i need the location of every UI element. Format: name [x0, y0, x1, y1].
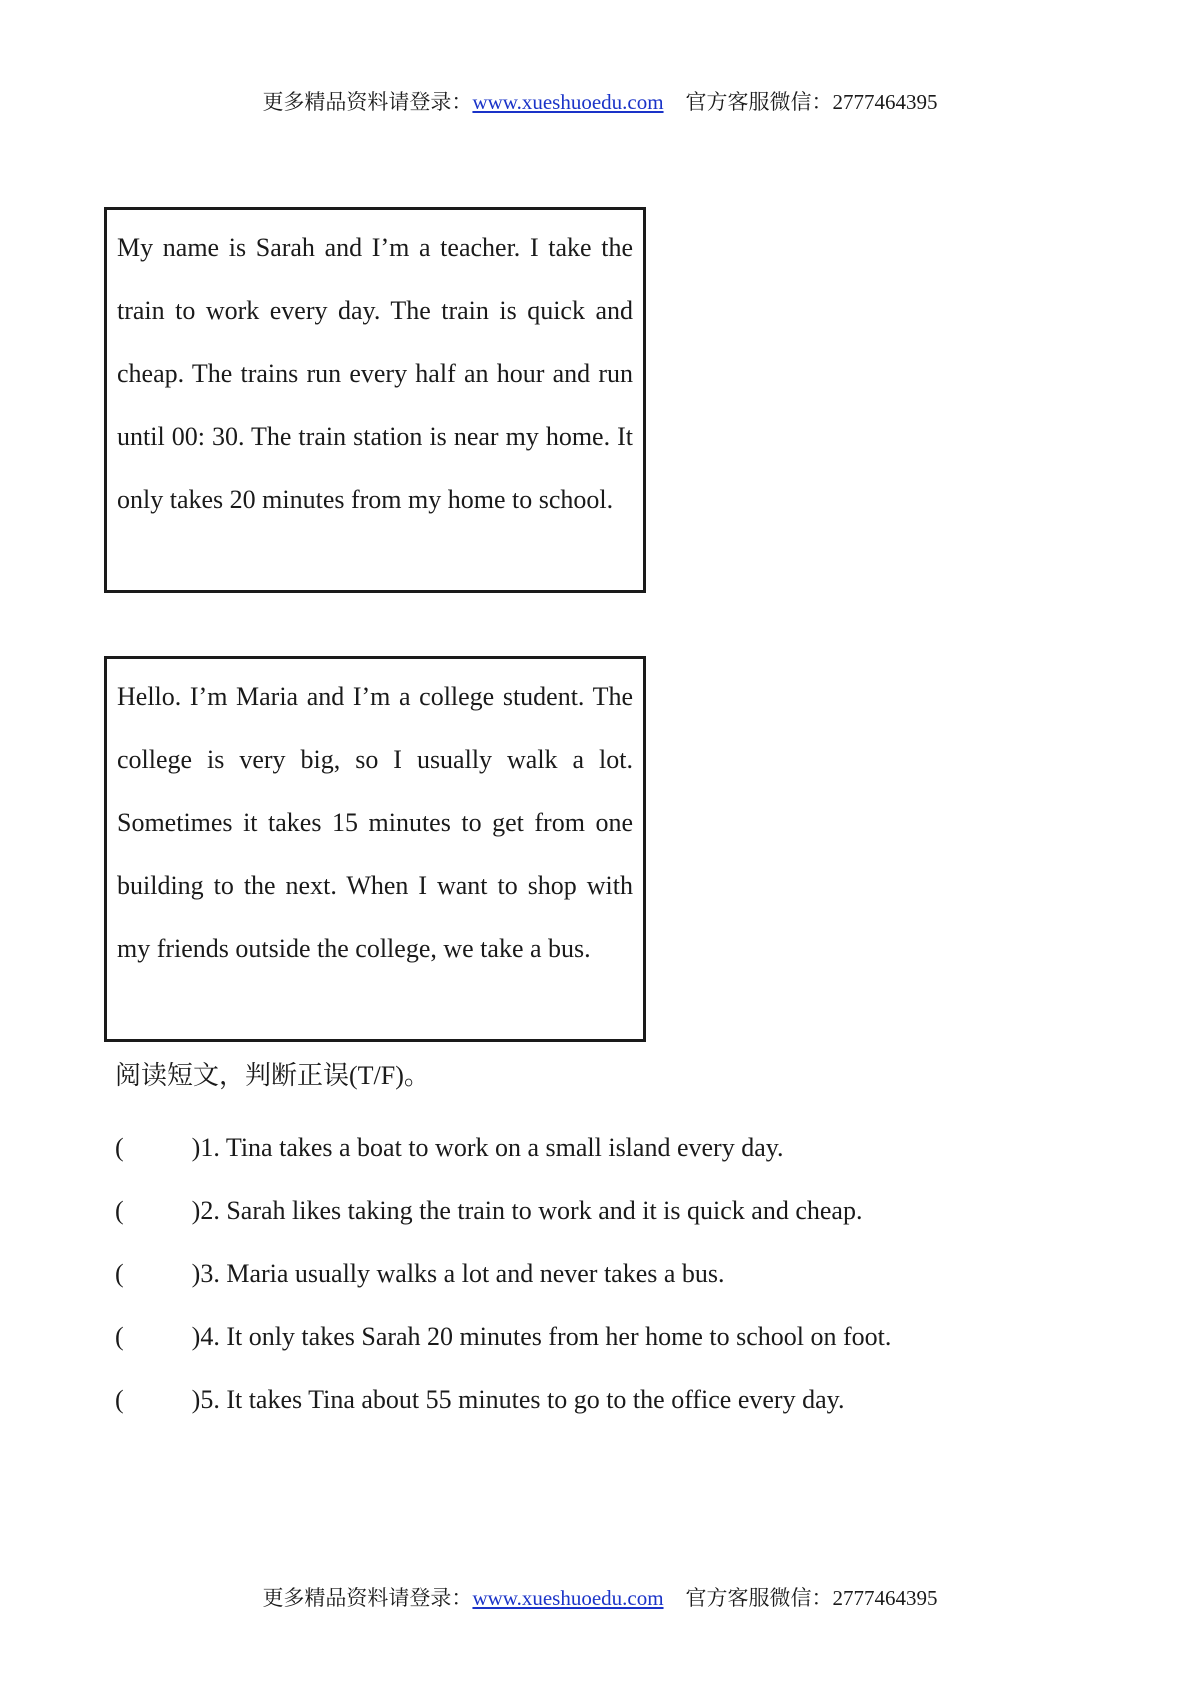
- passage-text: Hello. I’m Maria and I’m a college student. The college is very big, so I usually walk a lot. Sometimes it takes 15 minutes to get from one building to the next. When I want to shop with my friends outside the college, we take a bus.: [117, 682, 633, 963]
- passage-box-maria: [104, 656, 646, 1042]
- answer-paren-open: (: [115, 1259, 124, 1288]
- passage-text: My name is Sarah and I’m a teacher. I take the train to work every day. The train is quick and cheap. The trains run every half an hour and run until 00: 30. The train station is near my home. It only takes 20 minutes from my home to school.: [117, 233, 633, 514]
- question-text: )1. Tina takes a boat to work on a small island every day.: [191, 1133, 784, 1162]
- header-prefix: 更多精品资料请登录：: [262, 90, 473, 114]
- question-item: [115, 1242, 1115, 1305]
- answer-paren-open: (: [115, 1322, 124, 1351]
- header-service-contact: 官方客服微信：2777464395: [685, 90, 938, 114]
- question-text: )3. Maria usually walks a lot and never takes a bus.: [191, 1259, 725, 1288]
- header-website-link[interactable]: www.xueshuoedu.com: [472, 90, 664, 114]
- exercise-instruction: 阅读短文，判断正误(T/F)。: [115, 1061, 430, 1090]
- question-item: [115, 1179, 1115, 1242]
- page-header: [0, 86, 1200, 116]
- answer-paren-open: (: [115, 1196, 124, 1225]
- question-text: )4. It only takes Sarah 20 minutes from her home to school on foot.: [191, 1322, 892, 1351]
- question-item: [115, 1368, 1115, 1431]
- question-item: [115, 1305, 1115, 1368]
- answer-paren-open: (: [115, 1133, 124, 1162]
- question-text: )2. Sarah likes taking the train to work and it is quick and cheap.: [191, 1196, 863, 1225]
- question-list: [115, 1116, 1115, 1431]
- passage-box-sarah: [104, 207, 646, 593]
- footer-website-link[interactable]: www.xueshuoedu.com: [472, 1586, 664, 1610]
- question-item: [115, 1116, 1115, 1179]
- question-text: )5. It takes Tina about 55 minutes to go to the office every day.: [191, 1385, 845, 1414]
- footer-prefix: 更多精品资料请登录：: [262, 1586, 473, 1610]
- answer-paren-open: (: [115, 1385, 124, 1414]
- footer-service-contact: 官方客服微信：2777464395: [685, 1586, 938, 1610]
- page-footer: [0, 1582, 1200, 1612]
